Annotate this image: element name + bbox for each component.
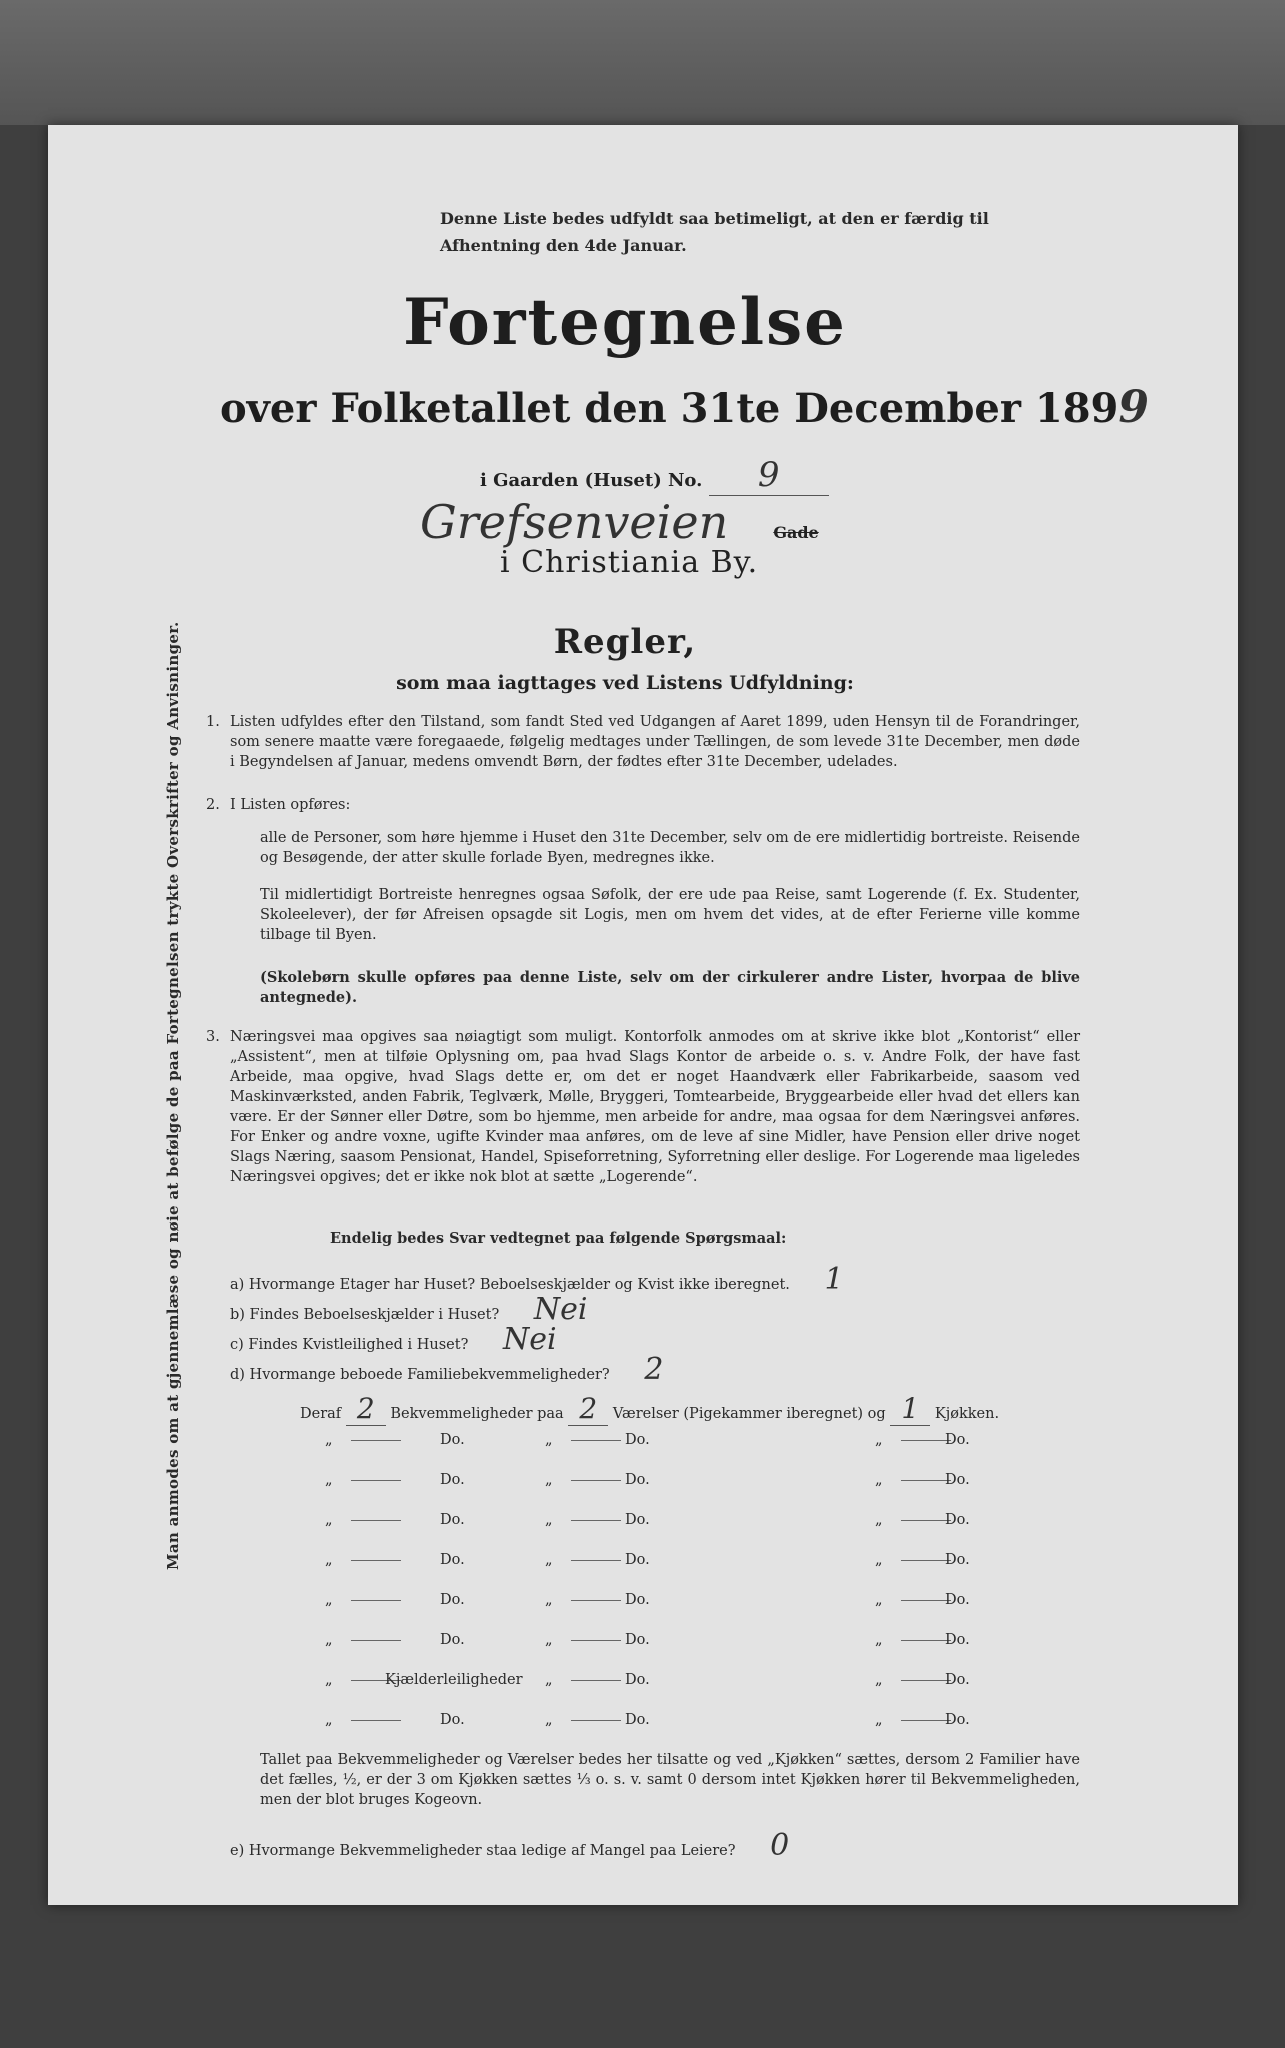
rules-subheading: som maa iagttages ved Listens Udfyldning: (396, 672, 854, 694)
ditto-mark: „ (545, 1592, 553, 1608)
ditto-mark: „ (545, 1632, 553, 1648)
house-number: 9 (709, 455, 829, 496)
ditto-mark: „ (875, 1712, 883, 1728)
ditto-mark: „ (875, 1632, 883, 1648)
ditto-text: Do. (440, 1432, 465, 1448)
blank-line (565, 1632, 627, 1648)
ditto-text: Do. (625, 1512, 650, 1528)
question-label: a) Hvormange Etager har Huset? Beboelseskjælder og Kvist ikke iberegnet. (230, 1277, 790, 1293)
ditto-text: Do. (945, 1592, 970, 1608)
rule-1 (206, 712, 1080, 772)
ditto-text: Do. (625, 1592, 650, 1608)
ditto-text: Do. (440, 1552, 465, 1568)
kitchen-count: 1 (890, 1392, 930, 1426)
apartment-count: 2 (346, 1392, 386, 1426)
ditto-mark: „ (325, 1672, 333, 1688)
rule-2 (206, 795, 1080, 815)
ditto-mark: „ (875, 1432, 883, 1448)
basement-label: Kjælderleiligheder (385, 1672, 523, 1688)
ditto-text: Do. (945, 1632, 970, 1648)
subtitle-text: over Folketallet den 31te December 189 (220, 385, 1119, 432)
ditto-text: Do. (945, 1552, 970, 1568)
question-label: c) Findes Kvistleilighed i Huset? (230, 1337, 469, 1353)
ditto-text: Do. (945, 1512, 970, 1528)
ditto-text: Do. (625, 1552, 650, 1568)
blank-line (345, 1432, 407, 1448)
ditto-mark: „ (545, 1472, 553, 1488)
questions-intro: Endelig bedes Svar vedtegnet paa følgende Spørgsmaal: (330, 1230, 787, 1247)
room-count: 2 (568, 1392, 608, 1426)
ditto-mark: „ (325, 1512, 333, 1528)
ditto-text: Do. (440, 1712, 465, 1728)
ditto-mark: „ (325, 1472, 333, 1488)
ditto-mark: „ (325, 1592, 333, 1608)
ditto-text: Do. (625, 1672, 650, 1688)
question-label: b) Findes Beboelseskjælder i Huset? (230, 1307, 500, 1323)
ditto-text: Do. (625, 1432, 650, 1448)
rule-number: 3. (206, 1029, 220, 1045)
city-line: i Christiania By. (500, 545, 759, 580)
blank-line (345, 1712, 407, 1728)
ditto-text: Do. (440, 1512, 465, 1528)
ditto-mark: „ (875, 1552, 883, 1568)
blank-line (345, 1552, 407, 1568)
rule-text: I Listen opføres: (230, 797, 351, 813)
ditto-text: Do. (945, 1472, 970, 1488)
subtitle (220, 382, 1149, 433)
intro-text: Denne Liste bedes udfyldt saa betimeligt, at den er færdig til Afhentning den 4de Januar. (440, 209, 989, 255)
ditto-mark: „ (875, 1512, 883, 1528)
ditto-text: Do. (945, 1672, 970, 1688)
ditto-mark: „ (325, 1552, 333, 1568)
question-answer: Nei (502, 1322, 557, 1357)
question-label: e) Hvormange Bekvemmeligheder staa ledige af Mangel paa Leiere? (230, 1843, 736, 1859)
row-prefix: Deraf (300, 1406, 342, 1422)
blank-line (345, 1472, 407, 1488)
ditto-mark: „ (875, 1592, 883, 1608)
rule-text: Næringsvei maa opgives saa nøiagtigt som muligt. Kontorfolk anmodes om at skrive ikke blot „Kontorist“ eller „Assistent“, men at tilføie Oplysning om, paa hvad Slags Kontor de arbeide o. s. v. Andre Folk, der have fast Arbeide, maa opgive, hvad Slags dette er, om det er noget Haandværk eller Fabrikarbeide, saasom ved Maskinværksted, anden Fabrik, Teglværk, Mølle, Bryggeri, Tomtearbeide, Bryggearbeide eller hvad det ellers kan være. Er der Sønner eller Døtre, som bo hjemme, men arbeide for andre, maa ogsaa for dem Næringsvei anføres. For Enker og andre voxne, ugifte Kvinder maa anføres, om de leve af sine Midler, have Pension eller drive noget Slags Næring, saasom Pensionat, Handel, Spiseforretning, Syforretning eller deslige. For Logerende maa ligeledes Næringsvei opgives; det er ikke nok blot at sætte „Logerende“. (230, 1029, 1080, 1185)
question-answer: 0 (770, 1828, 790, 1863)
ditto-text: Do. (625, 1632, 650, 1648)
ditto-text: Do. (625, 1712, 650, 1728)
rule-number: 1. (206, 714, 220, 730)
street-suffix: Gade (773, 523, 819, 542)
ditto-mark: „ (545, 1512, 553, 1528)
row-col3: Kjøkken. (934, 1406, 1000, 1422)
page-title: Fortegnelse (403, 285, 847, 360)
blank-line (345, 1632, 407, 1648)
blank-line (345, 1512, 407, 1528)
rule-2-note: Til midlertidigt Bortreiste henregnes ogsaa Søfolk, der ere ude paa Reise, samt Logerende (f. Ex. Studenter, Skoleelever), der før Afreisen opsagde sit Logis, men om hvem det vides, at de efter Ferierne ville komme tilbage til Byen. (260, 887, 1080, 943)
rule-2-detail: alle de Personer, som høre hjemme i Huset den 31te December, selv om de ere midlertidig bortreiste. Reisende og Besøgende, der atter skulle forlade Byen, medregnes ikke. (260, 830, 1080, 866)
blank-line (565, 1672, 627, 1688)
table-first-row (300, 1392, 999, 1426)
ditto-mark: „ (545, 1552, 553, 1568)
ditto-mark: „ (875, 1672, 883, 1688)
ditto-text: Do. (945, 1432, 970, 1448)
rule-3 (206, 1027, 1080, 1187)
street-line (420, 495, 819, 549)
ditto-text: Do. (440, 1472, 465, 1488)
ditto-mark: „ (875, 1472, 883, 1488)
question-answer: Nei (533, 1292, 588, 1327)
rule-2-schoolchildren: (Skolebørn skulle opføres paa denne Liste, selv om der cirkulerer andre Lister, hvorpaa de blive antegnede). (260, 969, 1080, 1006)
question-d (230, 1352, 663, 1387)
blank-line (565, 1432, 627, 1448)
ditto-mark: „ (545, 1672, 553, 1688)
blank-line (565, 1592, 627, 1608)
ditto-mark: „ (545, 1432, 553, 1448)
year-handwritten: 9 (1118, 382, 1150, 433)
scan-background (0, 0, 1285, 125)
footnote: Tallet paa Bekvemmeligheder og Værelser bedes her tilsatte og ved „Kjøkken“ sættes, dersom 2 Familier have det fælles, ½, er der 3 om Kjøkken sættes ⅓ o. s. v. samt 0 dersom intet Kjøkken hører til Bekvemmeligheden, men der blot bruges Kogeovn. (260, 1752, 1080, 1808)
ditto-text: Do. (945, 1712, 970, 1728)
ditto-mark: „ (325, 1632, 333, 1648)
house-line (480, 455, 829, 496)
ditto-text: Do. (440, 1592, 465, 1608)
question-answer: 2 (644, 1352, 664, 1387)
side-note: Man anmodes om at gjennemlæse og nøie at befølge de paa Fortegnelsen trykte Overskrifter og Anvisninger. (164, 621, 182, 1570)
ditto-mark: „ (545, 1712, 553, 1728)
rules-heading: Regler, (553, 622, 697, 662)
question-label: d) Hvormange beboede Familiebekvemmeligheder? (230, 1367, 610, 1383)
row-col1: Bekvemmeligheder paa (390, 1406, 564, 1422)
ditto-text: Do. (440, 1632, 465, 1648)
house-label: i Gaarden (Huset) No. (480, 470, 703, 491)
rule-text: Listen udfyldes efter den Tilstand, som fandt Sted ved Udgangen af Aaret 1899, uden Hensyn til de Forandringer, som senere maatte være foregaaede, følgelig medtages under Tællingen, de som levede 31te December, men døde i Begyndelsen af Januar, medens omvendt Børn, der fødtes efter 31te December, udelades. (230, 714, 1080, 770)
street-handwritten: Grefsenveien (420, 495, 729, 549)
blank-line (565, 1552, 627, 1568)
question-e (230, 1828, 789, 1863)
ditto-text: Do. (625, 1472, 650, 1488)
ditto-mark: „ (325, 1432, 333, 1448)
row-col2: Værelser (Pigekammer iberegnet) og (612, 1406, 886, 1422)
blank-line (345, 1592, 407, 1608)
ditto-mark: „ (325, 1712, 333, 1728)
blank-line (565, 1712, 627, 1728)
rule-number: 2. (206, 797, 220, 813)
blank-line (565, 1472, 627, 1488)
question-answer: 1 (824, 1262, 844, 1297)
blank-line (565, 1512, 627, 1528)
